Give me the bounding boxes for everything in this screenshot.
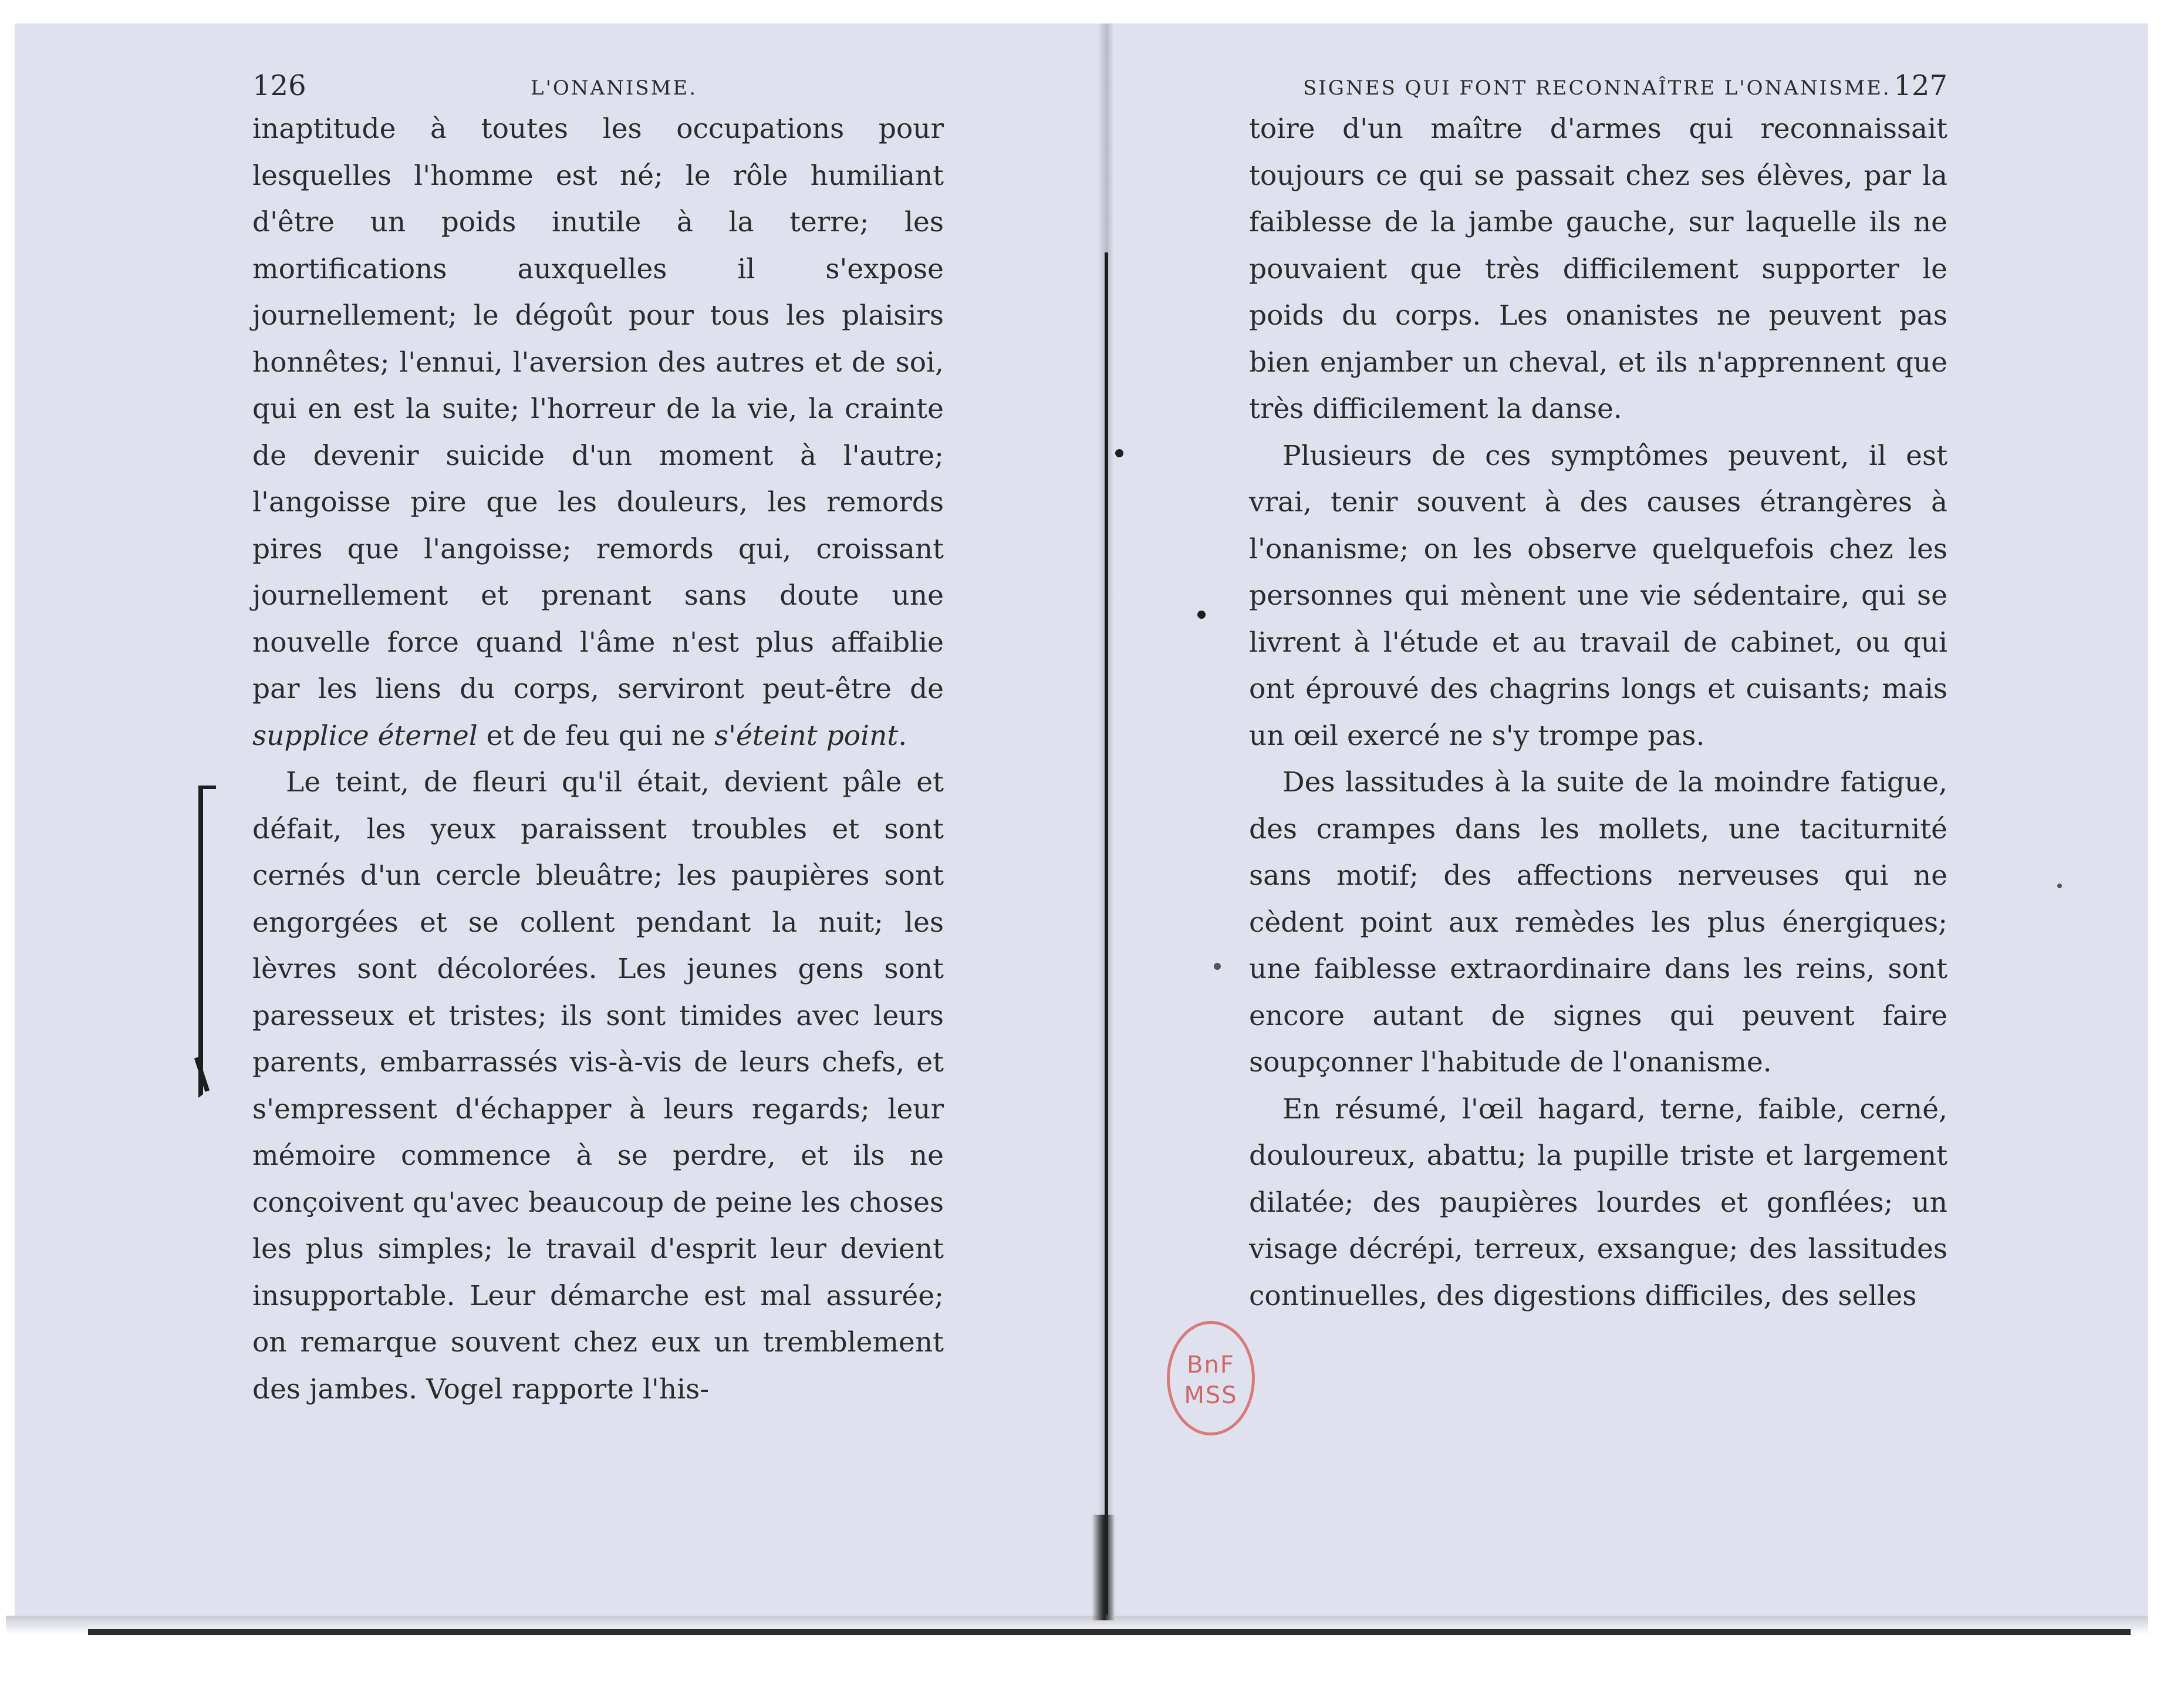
left-running-title: L'ONANISME.	[531, 76, 698, 100]
gutter-fold-line	[1105, 252, 1108, 1614]
paragraph	[1249, 1086, 1947, 1320]
scan-edge-line	[88, 1629, 2131, 1635]
italic-text: supplice éternel	[252, 719, 478, 752]
ink-dot	[1197, 611, 1206, 619]
ink-dot	[2057, 884, 2062, 888]
bnf-library-stamp	[1167, 1321, 1255, 1435]
italic-text: s'éteint point	[714, 719, 899, 752]
paragraph	[1249, 433, 1947, 760]
paragraph	[252, 759, 944, 1413]
right-page-number: 127	[1893, 69, 1947, 102]
ink-dot	[1214, 963, 1221, 970]
left-page-body	[252, 106, 944, 1413]
ink-dot	[1115, 449, 1123, 457]
text-segment: et de feu qui ne	[477, 719, 715, 752]
right-page	[1249, 59, 1947, 1319]
paragraph	[1249, 759, 1947, 1086]
left-running-head	[252, 59, 944, 106]
text-segment: Plusieurs de ces symptômes peuvent, il est vrai, tenir souvent à des causes étrangères à l'onanisme; on les observe quelquefois chez les personnes qui mènent une vie sédentaire, qui se livrent à l'étude et au travail de cabinet, ou qui ont éprouvé des chagrins longs et cuisants; mais un œil exercé ne s'y trompe pas.	[1249, 439, 1947, 752]
text-segment: Des lassitudes à la suite de la moindre fatigue, des crampes dans les mollets, une taciturnité sans motif; des affections nerveuses qui ne cèdent point aux remèdes les plus énergiques; une faiblesse extraordinaire dans les reins, sont encore autant de signes qui peuvent faire soupçonner l'habitude de l'onanisme.	[1249, 766, 1947, 1078]
stamp-line-2: MSS	[1184, 1382, 1238, 1409]
text-segment: Le teint, de fleuri qu'il était, devient pâle et défait, les yeux paraissent troubles et sont cernés d'un cercle bleuâtre; les paupières sont engorgées et se collent pendant la nuit; les lèvres sont décolorées. Les jeunes gens sont paresseux et tristes; ils sont timides avec leurs parents, embarrassés vis-à-vis de leurs chefs, et s'empressent d'échapper à leurs regards; leur mémoire commence à se perdre, et ils ne conçoivent qu'avec beaucoup de peine les choses les plus simples; le travail d'esprit leur devient insupportable. Leur démarche est mal assurée; on remarque souvent chez eux un tremblement des jambes. Vogel rapporte l'his-	[252, 766, 944, 1405]
text-segment: toire d'un maître d'armes qui reconnaissait toujours ce qui se passait chez ses élèves, par la faiblesse de la jambe gauche, sur laquelle ils ne pouvaient que très difficilement supporter le poids du corps. Les onanistes ne peuvent pas bien enjamber un cheval, et ils n'apprennent que très difficilement la danse.	[1249, 113, 1947, 425]
right-running-head	[1249, 59, 1947, 106]
text-segment: inaptitude à toutes les occupations pour lesquelles l'homme est né; le rôle humiliant d'être un poids inutile à la terre; les mortifications auxquelles il s'expose journellement; le dégoût pour tous les plaisirs honnêtes; l'ennui, l'aversion des autres et de soi, qui en est la suite; l'horreur de la vie, la crainte de devenir suicide d'un moment à l'autre; l'angoisse pire que les douleurs, les remords pires que l'angoisse; remords qui, croissant journellement et prenant sans doute une nouvelle force quand l'âme n'est plus affaiblie par les liens du corps, serviront peut-être de	[252, 113, 944, 705]
text-segment: En résumé, l'œil hagard, terne, faible, cerné, douloureux, abattu; la pupille triste et largement dilatée; des paupières lourdes et gonflées; un visage décrépi, terreux, exsangue; des lassitudes continuelles, des digestions difficiles, des selles	[1249, 1093, 1947, 1312]
margin-bracket-mark	[198, 786, 216, 1098]
text-segment: .	[898, 719, 907, 752]
paragraph	[252, 106, 944, 759]
gutter-shadow	[1092, 1515, 1115, 1620]
stamp-line-1: BnF	[1187, 1351, 1235, 1378]
left-page-number: 126	[252, 69, 306, 102]
right-running-title: SIGNES QUI FONT RECONNAÎTRE L'ONANISME.	[1303, 76, 1891, 100]
right-page-body	[1249, 106, 1947, 1319]
paragraph	[1249, 106, 1947, 433]
left-page	[252, 59, 944, 1413]
